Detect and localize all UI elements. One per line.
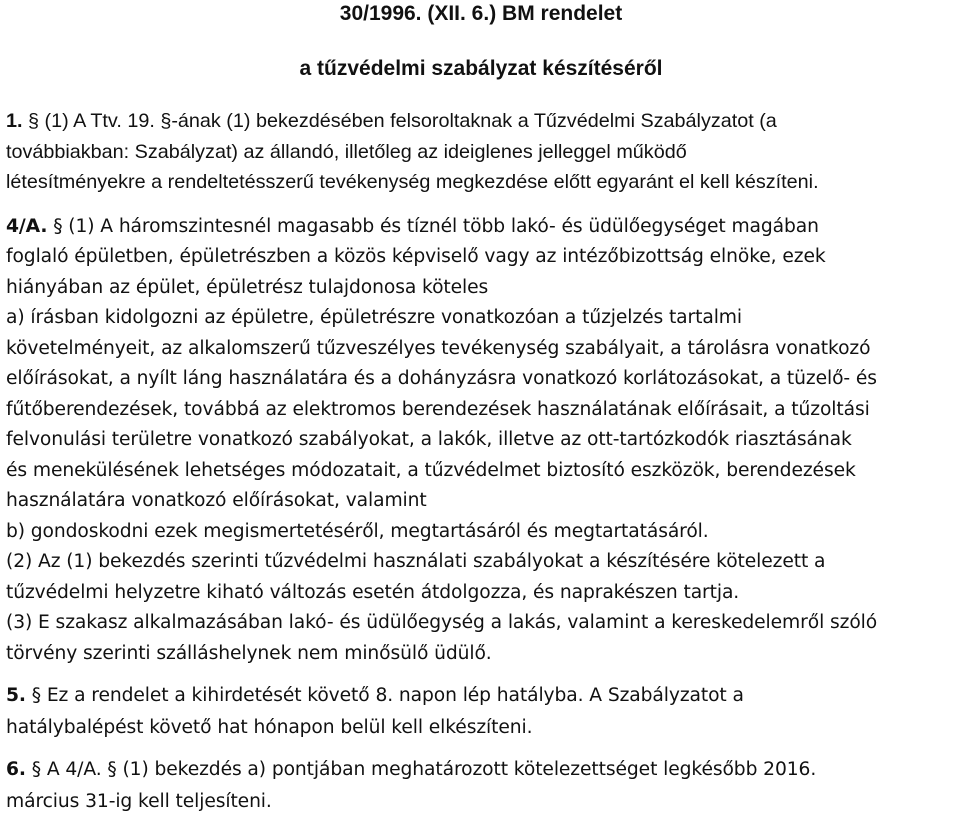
- section-4a-line-1: [6, 212, 956, 243]
- section-4a-line-15: törvény szerinti szálláshelynek nem minősülő üdülő.: [6, 642, 492, 664]
- section-4a-line-2: foglaló épületben, épületrészben a közös képviselő vagy az intézőbizottság elnöke, ezek: [6, 246, 826, 267]
- section-text: Ez a rendelet a kihirdetését követő 8. napon lép hatályba. A Szabályzatot a: [41, 685, 744, 706]
- section-4a-line-6: előírásokat, a nyílt láng használatára és a dohányzásra vonatkozó korlátozásokat, a tüzelő- és: [6, 368, 877, 389]
- paragraph-sign: §: [28, 110, 40, 132]
- section-number: 6.: [6, 759, 26, 780]
- section-4a-line-5: követelményeit, az alkalomszerű tűzveszélyes tevékenység szabályait, a tárolásra vonatkozó: [6, 337, 871, 359]
- section-6: [6, 754, 956, 817]
- section-5-line-1: [6, 680, 956, 712]
- document-title: 30/1996. (XII. 6.) BM rendelet: [339, 2, 623, 25]
- section-4a-line-3: hiányában az épület, épületrész tulajdonosa köteles: [6, 276, 489, 298]
- section-5: [6, 680, 956, 743]
- section-5-line-2: hatálybalépést követő hat hónapon belül kell elkészíteni.: [6, 716, 533, 738]
- section-number: 1.: [6, 110, 23, 132]
- document-subtitle: a tűzvédelmi szabályzat készítéséről: [299, 57, 663, 80]
- paragraph-sign: §: [53, 215, 63, 237]
- document-page: [6, 0, 956, 817]
- section-number: 5.: [6, 685, 26, 706]
- section-6-line-1: [6, 754, 956, 786]
- section-4a-line-13: tűzvédelmi helyzetre kiható változás esetén átdolgozza, és naprakészen tartja.: [6, 581, 740, 603]
- section-4a-line-9: és menekülésének lehetséges módozatait, a tűzvédelmet biztosító eszközök, berendezések: [6, 459, 856, 481]
- section-4a-line-8: felvonulási területre vonatkozó szabályokat, a lakók, illetve az ott-tartózkodók riasztásának: [6, 429, 852, 450]
- section-text: (1) A Ttv. 19. §-ának (1) bekezdésében felsoroltaknak a Tűzvédelmi Szabályzatot (a: [39, 110, 777, 132]
- section-1-line-3: létesítményekre a rendeltetésszerű tevékenység megkezdése előtt egyaránt el kell készíteni.: [6, 171, 819, 193]
- section-1: [6, 106, 956, 198]
- section-4a-line-12: (2) Az (1) bekezdés szerinti tűzvédelmi használati szabályokat a készítésére kötelezett a: [6, 551, 826, 572]
- section-text: (1) A háromszintesnél magasabb és tíznél több lakó- és üdülőegységet magában: [62, 215, 819, 237]
- section-4a-line-11: b) gondoskodni ezek megismertetéséről, megtartásáról és megtartatásáról.: [6, 520, 709, 542]
- section-4a-line-14: (3) E szakasz alkalmazásában lakó- és üdülőegység a lakás, valamint a kereskedelemről szóló: [6, 612, 878, 633]
- section-1-line-1: [6, 106, 956, 137]
- section-4a: [6, 212, 956, 670]
- paragraph-sign: §: [31, 685, 41, 706]
- section-4a-line-10: használatára vonatkozó előírásokat, valamint: [6, 490, 427, 511]
- section-number: 4/A.: [6, 215, 48, 237]
- paragraph-sign: §: [31, 759, 41, 780]
- section-1-line-2: továbbiakban: Szabályzat) az állandó, illetőleg az ideiglenes jelleggel működő: [6, 140, 687, 163]
- section-4a-line-7: fűtőberendezések, továbbá az elektromos berendezések használatának előírásait, a tűzoltási: [6, 398, 870, 420]
- section-text: A 4/A. § (1) bekezdés a) pontjában meghatározott kötelezettséget legkésőbb 2016.: [41, 759, 817, 780]
- section-6-line-2: március 31-ig kell teljesíteni.: [6, 790, 272, 812]
- section-4a-line-4: a) írásban kidolgozni az épületre, épületrészre vonatkozóan a tűzjelzés tartalmi: [6, 307, 742, 328]
